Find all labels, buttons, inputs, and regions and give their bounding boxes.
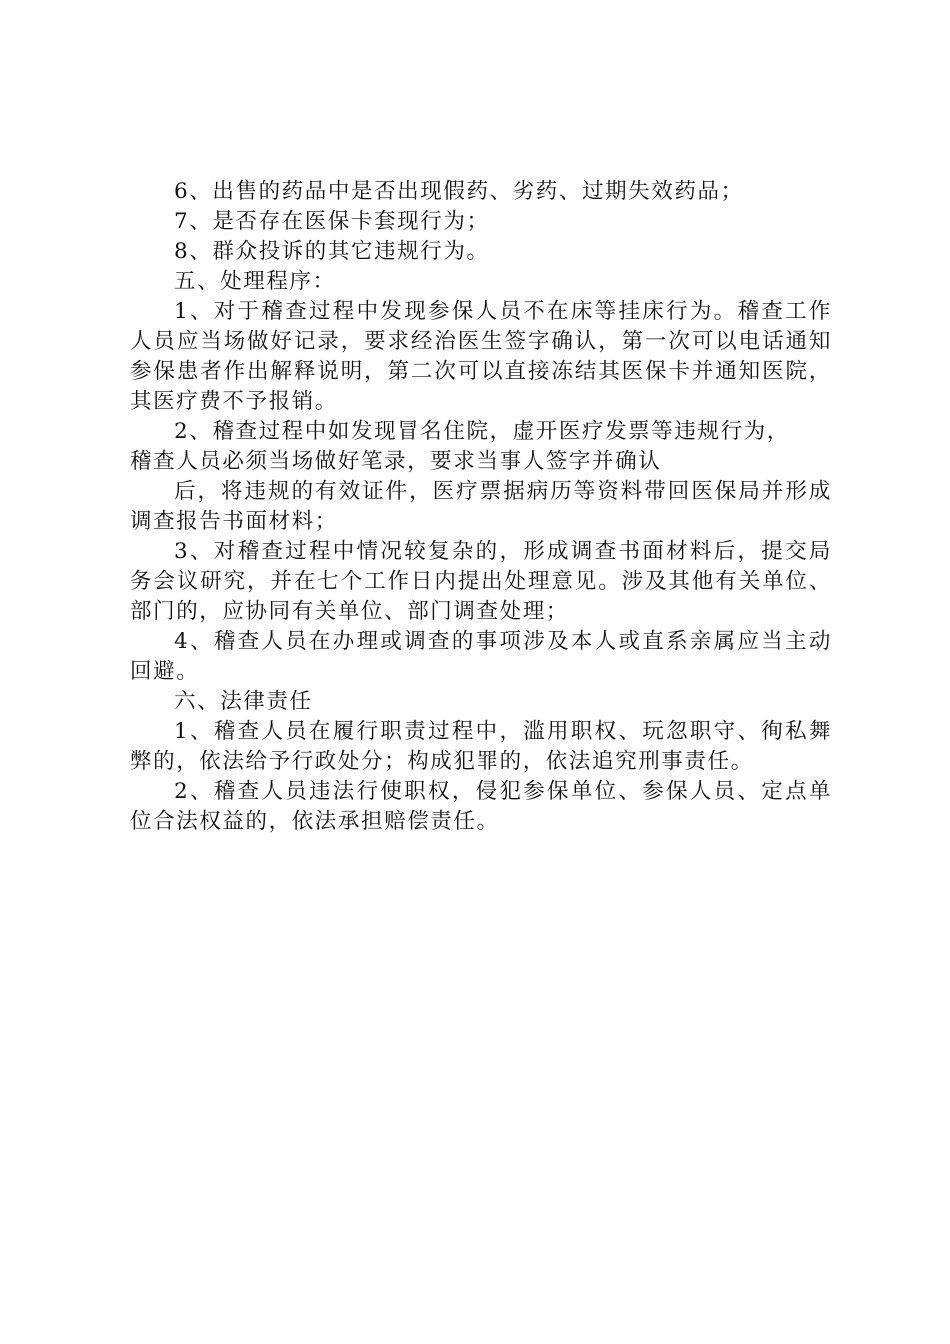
section-heading-procedure: 五、处理程序： [174, 269, 336, 294]
procedure-item-2-line-1: 2、稽查过程中如发现冒名住院，虚开医疗发票等违规行为， [174, 419, 790, 444]
item-6-counterfeit-drugs: 6、出售的药品中是否出现假药、劣药、过期失效药品； [174, 179, 744, 204]
section-heading-legal-liability: 六、法律责任 [174, 689, 313, 714]
procedure-item-3: 3、对稽查过程中情况较复杂的，形成调查书面材料后，提交局务会议研究，并在七个工作日内提出处理意见。涉及其他有关单位、部门的，应协同有关单位、部门调查处理； [130, 539, 832, 624]
document-body [130, 177, 832, 837]
item-7-card-cashout: 7、是否存在医保卡套现行为； [174, 209, 490, 234]
liability-item-1: 1、稽查人员在履行职责过程中，滥用职权、玩忽职守、徇私舞弊的，依法给予行政处分；构成犯罪的，依法追究刑事责任。 [130, 719, 832, 774]
liability-item-2: 2、稽查人员违法行使职权，侵犯参保单位、参保人员、定点单位合法权益的，依法承担赔偿责任。 [130, 779, 832, 834]
procedure-item-4: 4、稽查人员在办理或调查的事项涉及本人或直系亲属应当主动回避。 [130, 629, 832, 684]
item-8-public-complaints: 8、群众投诉的其它违规行为。 [174, 239, 490, 264]
procedure-item-1: 1、对于稽查过程中发现参保人员不在床等挂床行为。稽查工作人员应当场做好记录，要求经治医生签字确认，第一次可以电话通知参保患者作出解释说明，第二次可以直接冻结其医保卡并通知医院，其医疗费不予报销。 [130, 299, 832, 414]
procedure-item-2-continuation: 后，将违规的有效证件，医疗票据病历等资料带回医保局并形成调查报告书面材料； [130, 479, 832, 534]
procedure-item-2-line-2: 稽查人员必须当场做好笔录，要求当事人签字并确认 [130, 449, 662, 474]
